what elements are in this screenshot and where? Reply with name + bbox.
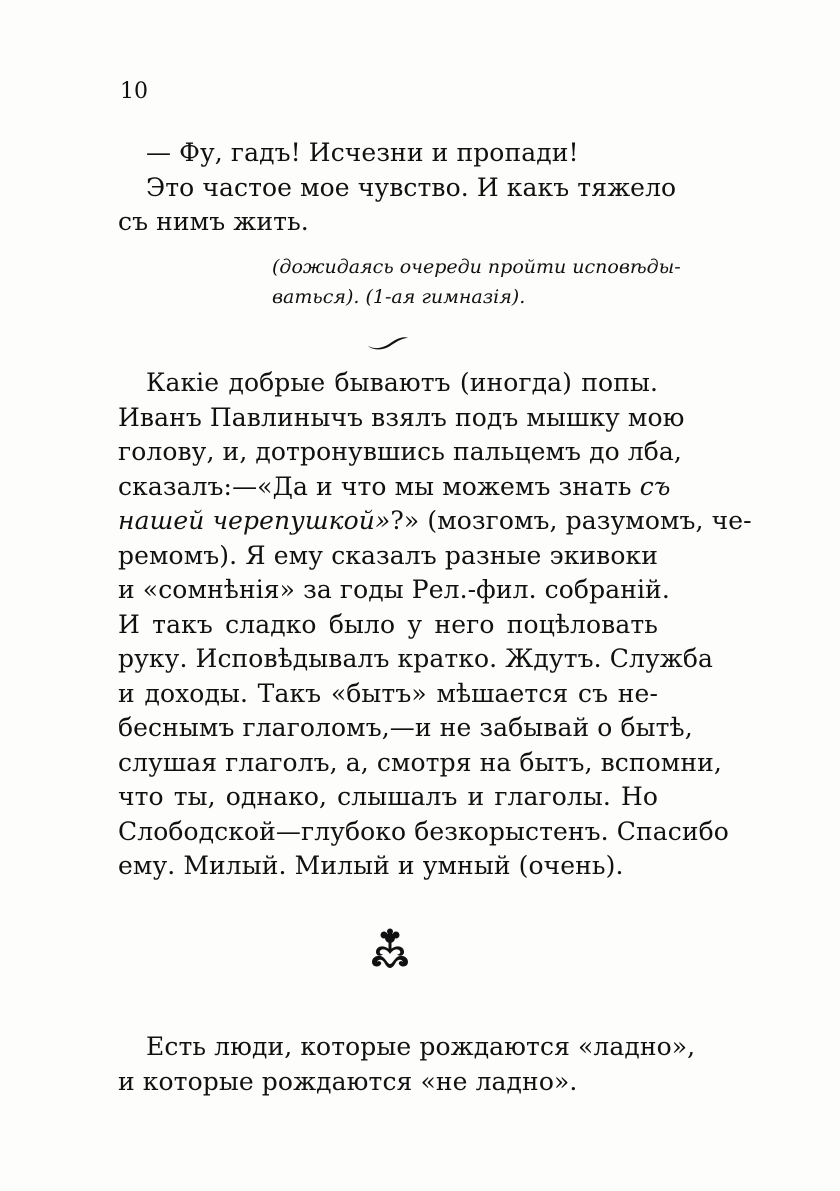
text-line: и которые рождаются «не ладно». [118,1066,578,1096]
italic-segment: съ [639,471,671,501]
text-line: — Фу, гадъ! Исчезни и пропади! [146,138,579,167]
first-entry [118,136,677,240]
fleuron-icon [368,928,412,970]
text-line: голову, и, дотронувшись пальцемъ до лба, [118,437,682,466]
text-line: слушая глаголъ, а, смотря на бытъ, вспомни, [118,747,722,777]
text-segment: ?» (мозгомъ, разумомъ, че- [390,506,752,535]
text-segment: сказалъ:—«Да и что мы можемъ знать [118,471,632,501]
text-line: ремомъ). Я ему сказалъ разные экивоки [118,540,658,570]
swash-ornament-icon [366,330,410,352]
text-line-with-italic [118,504,752,539]
text-line: Слободской—глубоко безкорыстенъ. Спасибо [118,816,729,846]
text-line: Есть люди, которые рождаются «ладно», [146,1032,696,1061]
italic-segment: нашей черепушкой» [118,506,391,535]
text-line: и доходы. Такъ «бытъ» мѣшается съ не- [118,678,658,708]
text-line: И такъ сладко было у него поцѣловать [118,609,658,639]
text-line: Какіе добрые бываютъ (иногда) попы. [146,368,658,397]
text-line: руку. Исповѣдывалъ кратко. Ждутъ. Служба [118,644,714,673]
text-line: ему. Милый. Милый и умный (очень). [118,851,624,880]
text-line: Иванъ Павлинычъ взялъ подъ мышку мою [118,402,685,432]
text-line-with-italic [118,470,671,505]
text-line: и «сомнѣнія» за годы Рел.-фил. собраній. [118,575,670,604]
note-line: (дожидаясь очереди пройти исповѣды- [272,256,681,278]
text-line: съ нимъ жить. [118,207,309,236]
text-line: беснымъ глаголомъ,—и не забывай о бытѣ, [118,713,693,742]
third-entry [118,1030,696,1099]
note-line: ваться). (1-ая гимназія). [272,286,526,308]
page-number: 10 [120,79,148,104]
author-note [272,252,681,312]
text-line: что ты, однако, слышалъ и глаголы. Но [118,782,658,811]
text-line: Это частое мое чувство. И какъ тяжело [146,172,677,202]
second-entry [118,366,752,884]
